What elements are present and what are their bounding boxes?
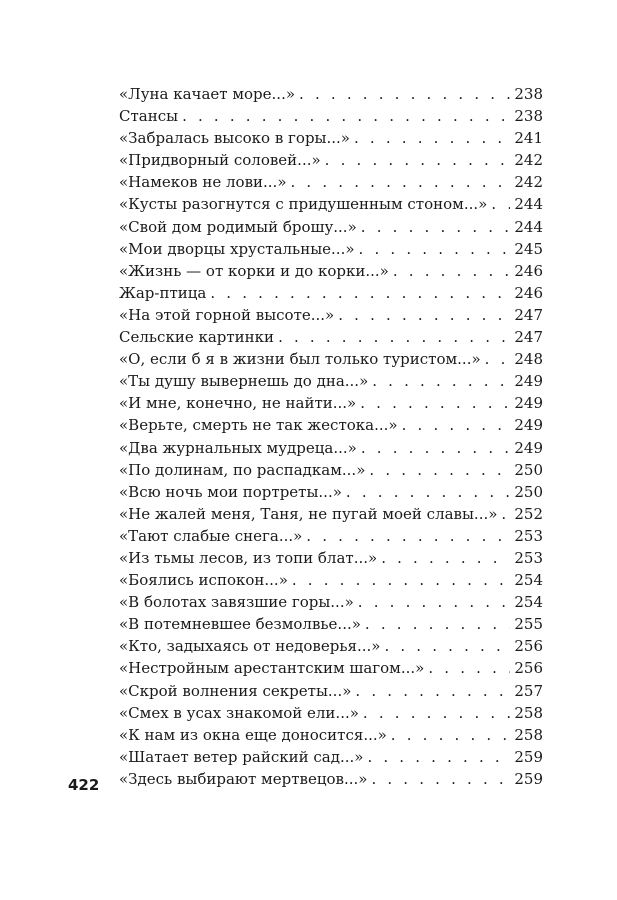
toc-entry — [119, 193, 543, 215]
toc-entry-page: 254 — [514, 593, 543, 612]
toc-entry-title: «И мне, конечно, не найти...» — [119, 394, 357, 413]
dot-leader — [371, 768, 510, 790]
toc-entry — [119, 746, 543, 768]
toc-entry — [119, 525, 543, 547]
dot-leader — [367, 746, 510, 768]
toc-entry-title: «Забралась высоко в горы...» — [119, 129, 350, 148]
toc-entry — [119, 657, 543, 679]
toc-entry-title: Стансы — [119, 107, 179, 126]
toc-entry — [119, 392, 543, 414]
toc-entry-title: «Из тьмы лесов, из топи блат...» — [119, 548, 378, 567]
dot-leader — [338, 304, 510, 326]
toc-entry-page: 238 — [514, 107, 543, 126]
toc-entry — [119, 105, 543, 127]
toc-entry-title: «Всю ночь мои портреты...» — [119, 482, 342, 501]
dot-leader — [358, 591, 511, 613]
toc-entry-title: «Ты душу вывернешь до дна...» — [119, 372, 369, 391]
toc-entry-page: 242 — [514, 151, 543, 170]
toc-entry — [119, 768, 543, 790]
dot-leader — [292, 569, 510, 591]
toc-entry — [119, 260, 543, 282]
toc-entry-page: 247 — [514, 328, 543, 347]
toc-entry — [119, 304, 543, 326]
toc-entry-page: 250 — [514, 460, 543, 479]
toc-entry-title: «Жизнь — от корки и до корки...» — [119, 261, 389, 280]
toc-entry-page: 244 — [514, 217, 543, 236]
toc-entry-page: 258 — [514, 703, 543, 722]
toc-entry-title: «В потемневшее безмолвье...» — [119, 615, 361, 634]
toc-entry-page: 245 — [514, 239, 543, 258]
toc-entry-page: 254 — [514, 571, 543, 590]
toc-entry-title: «Два журнальных мудреца...» — [119, 438, 357, 457]
toc-entry-page: 256 — [514, 637, 543, 656]
toc-entry-page: 249 — [514, 438, 543, 457]
toc-entry-page: 255 — [514, 615, 543, 634]
toc-entry-page: 244 — [514, 195, 543, 214]
toc-entry-title: «К нам из окна еще доносится...» — [119, 725, 387, 744]
toc-entry-page: 249 — [514, 416, 543, 435]
toc-entry — [119, 149, 543, 171]
toc-entry-page: 246 — [514, 283, 543, 302]
dot-leader — [325, 149, 511, 171]
toc-entry — [119, 503, 543, 525]
page-number: 422 — [68, 776, 100, 794]
dot-leader — [278, 326, 510, 348]
toc-entry — [119, 127, 543, 149]
toc-entry-page: 250 — [514, 482, 543, 501]
toc-entry-page: 246 — [514, 261, 543, 280]
toc-entry — [119, 547, 543, 569]
toc-entry-page: 259 — [514, 769, 543, 788]
dot-leader — [361, 216, 511, 238]
toc-entry-title: «Кусты разогнутся с придушенным стоном...» — [119, 195, 488, 214]
dot-leader — [210, 282, 510, 304]
toc-entry-title: «Нестройным арестантским шагом...» — [119, 659, 425, 678]
dot-leader — [391, 724, 511, 746]
toc-entry — [119, 724, 543, 746]
toc-entry-page: 247 — [514, 305, 543, 324]
toc-entry-title: «Свой дом родимый брошу...» — [119, 217, 357, 236]
toc-entry-title: «Мои дворцы хрустальные...» — [119, 239, 355, 258]
dot-leader — [360, 392, 510, 414]
toc-entry-title: «Смех в усах знакомой ели...» — [119, 703, 359, 722]
toc-entry — [119, 481, 543, 503]
toc-entry-page: 249 — [514, 372, 543, 391]
dot-leader — [485, 348, 511, 370]
dot-leader — [306, 525, 510, 547]
toc-entry — [119, 591, 543, 613]
toc-entry-title: «Скрой волнения секреты...» — [119, 681, 352, 700]
dot-leader — [501, 503, 510, 525]
toc-entry — [119, 702, 543, 724]
dot-leader — [393, 260, 511, 282]
toc-entry — [119, 459, 543, 481]
toc-entry — [119, 216, 543, 238]
toc-entry — [119, 569, 543, 591]
toc-entry-page: 259 — [514, 747, 543, 766]
dot-leader — [381, 547, 510, 569]
dot-leader — [369, 459, 510, 481]
toc-entry — [119, 437, 543, 459]
toc-entry — [119, 326, 543, 348]
toc-entry-title: «Здесь выбирают мертвецов...» — [119, 769, 368, 788]
toc-entry-title: «Придворный соловей...» — [119, 151, 321, 170]
dot-leader — [361, 437, 511, 459]
toc-entry-page: 248 — [514, 350, 543, 369]
dot-leader — [354, 127, 510, 149]
toc-entry-title: «Не жалей меня, Таня, не пугай моей славы...» — [119, 504, 498, 523]
dot-leader — [355, 680, 510, 702]
dot-leader — [359, 238, 511, 260]
toc-entry — [119, 238, 543, 260]
toc-entry-page: 249 — [514, 394, 543, 413]
dot-leader — [299, 83, 510, 105]
dot-leader — [363, 702, 510, 724]
toc-entry-title: «На этой горной высоте...» — [119, 305, 335, 324]
dot-leader — [402, 414, 511, 436]
toc-entry-page: 253 — [514, 548, 543, 567]
dot-leader — [346, 481, 510, 503]
dot-leader — [428, 657, 510, 679]
dot-leader — [372, 370, 510, 392]
toc-entry-page: 238 — [514, 85, 543, 103]
toc-entry — [119, 613, 543, 635]
toc-entry-page: 252 — [514, 504, 543, 523]
toc-entry — [119, 171, 543, 193]
toc-entry-page: 256 — [514, 659, 543, 678]
toc-entry-title: «Луна качает море...» — [119, 85, 296, 103]
toc-entry-page: 242 — [514, 173, 543, 192]
toc-entry-title: «О, если б я в жизни был только туристом...» — [119, 350, 481, 369]
toc-entry-title: «Намеков не лови...» — [119, 173, 287, 192]
toc-entry-title: «В болотах завязшие горы...» — [119, 593, 354, 612]
toc-entry-page: 253 — [514, 526, 543, 545]
dot-leader — [491, 193, 510, 215]
toc-entry — [119, 348, 543, 370]
toc-entry — [119, 680, 543, 702]
dot-leader — [365, 613, 510, 635]
toc-entry-title: «Верьте, смерть не так жестока...» — [119, 416, 398, 435]
toc-entry-page: 241 — [514, 129, 543, 148]
toc-entry-page: 258 — [514, 725, 543, 744]
toc-entry — [119, 635, 543, 657]
toc-entry-title: «Тают слабые снега...» — [119, 526, 303, 545]
toc-entry-title: «Боялись испокон...» — [119, 571, 288, 590]
toc-entry-title: «По долинам, по распадкам...» — [119, 460, 366, 479]
toc-entry — [119, 83, 543, 105]
toc-entry — [119, 414, 543, 436]
toc-entry-title: Жар-птица — [119, 283, 207, 302]
dot-leader — [182, 105, 510, 127]
table-of-contents — [119, 83, 543, 790]
toc-entry — [119, 370, 543, 392]
toc-entry-title: «Шатает ветер райский сад...» — [119, 747, 364, 766]
dot-leader — [384, 635, 510, 657]
toc-entry-title: Сельские картинки — [119, 328, 275, 347]
toc-entry-page: 257 — [514, 681, 543, 700]
toc-entry-title: «Кто, задыхаясь от недоверья...» — [119, 637, 381, 656]
dot-leader — [291, 171, 511, 193]
toc-entry — [119, 282, 543, 304]
